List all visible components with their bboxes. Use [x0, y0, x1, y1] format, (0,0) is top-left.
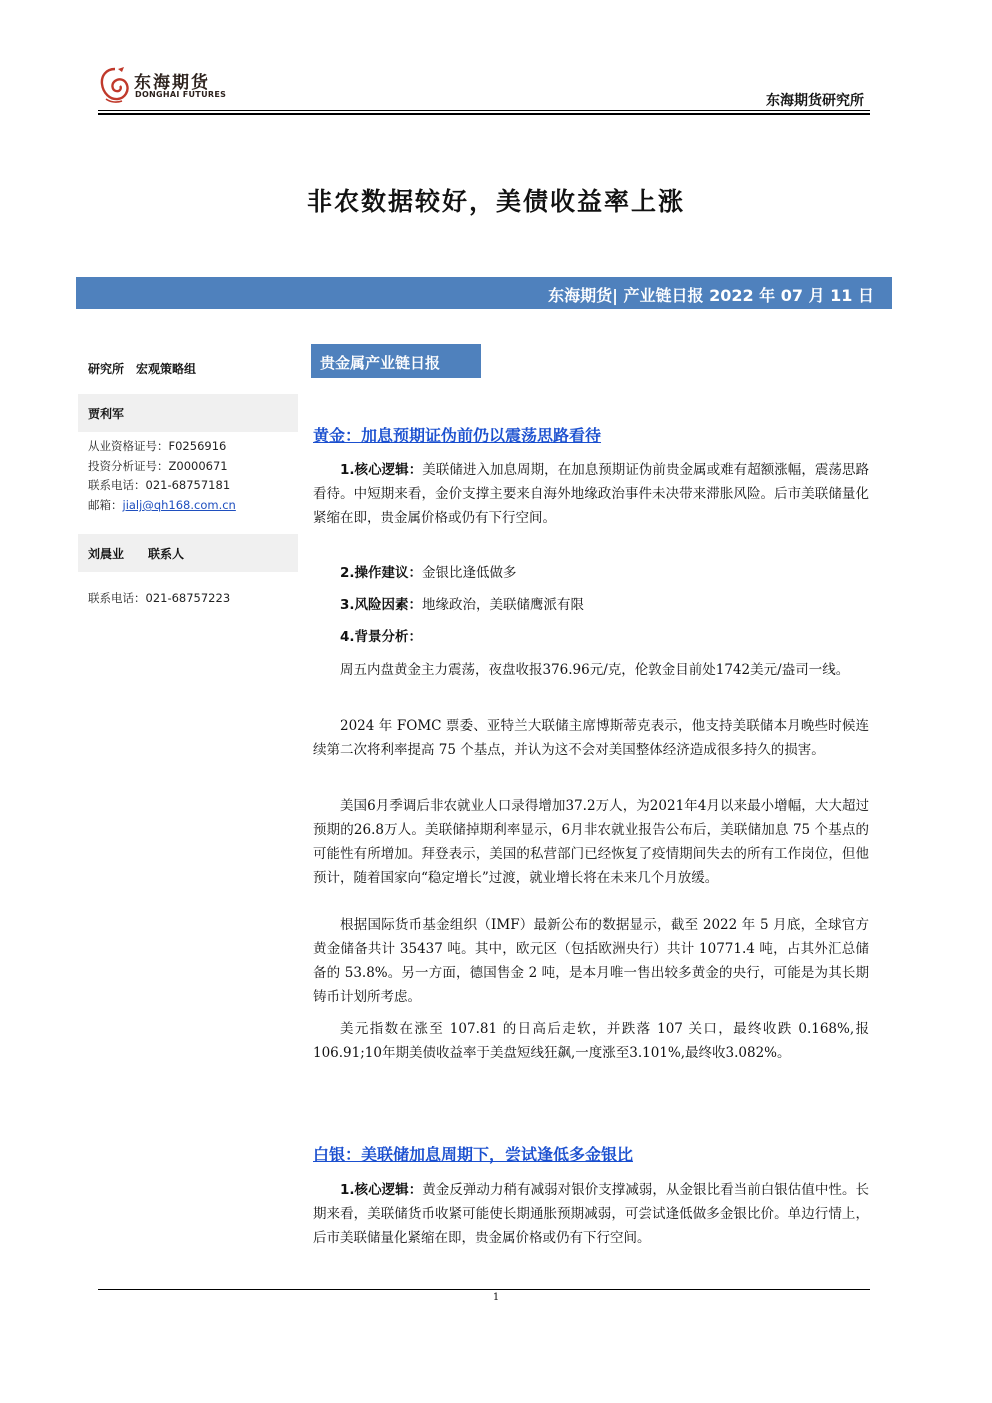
gold-background-heading	[313, 625, 869, 649]
gold-paragraph: 周五内盘黄金主力震荡，夜盘收报376.96元/克，伦敦金目前处1742美元/盎司一线。	[340, 662, 850, 678]
company-logo	[98, 66, 238, 106]
silver-core-label: 1.核心逻辑：	[340, 1182, 423, 1198]
analyst2-name: 刘晨业 联系人	[88, 547, 185, 561]
header-rule	[98, 110, 870, 111]
gold-core-logic	[313, 458, 869, 530]
gold-core-label: 1.核心逻辑：	[340, 462, 423, 478]
header-rule-thick	[98, 113, 870, 115]
banner-text: 东海期货| 产业链日报 2022 年 07 月 11 日	[548, 286, 874, 305]
section-tag-label: 贵金属产业链日报	[320, 354, 441, 372]
footer-rule	[98, 1289, 870, 1290]
silver-core-logic	[313, 1178, 869, 1250]
gold-paragraph: 根据国际货币基金组织（IMF）最新公布的数据显示，截至 2022 年 5 月底，全球官方黄金储备共计 35437 吨。其中，欧元区（包括欧洲央行）共计 10771.4 吨，占其外汇总储备的 53.8%。另一方面，德国售金 2 吨，是本月唯一售出较多黄金的央行，可能是为其长期铸币计划所考虑。	[313, 917, 869, 1005]
sidebar-dept: 研究所 宏观策略组	[88, 362, 197, 376]
page-number: 1	[492, 1292, 500, 1303]
dragon-logo-icon	[98, 66, 132, 104]
gold-risk-label: 3.风险因素：	[340, 597, 423, 613]
gold-operation	[313, 561, 869, 585]
header-org-name: 东海期货研究所	[766, 93, 864, 109]
gold-heading[interactable]: 黄金：加息预期证伪前仍以震荡思路看待	[313, 426, 602, 445]
analyst2-name-bar	[78, 534, 298, 572]
analyst1-name-bar	[78, 394, 298, 432]
silver-heading[interactable]: 白银：美联储加息周期下，尝试逢低多金银比	[313, 1145, 634, 1164]
gold-paragraph: 2024 年 FOMC 票委、亚特兰大联储主席博斯蒂克表示，他支持美联储本月晚些时候连续第二次将利率提高 75 个基点，并认为这不会对美国整体经济造成很多持久的损害。	[313, 718, 869, 758]
report-title: 非农数据较好，美债收益率上涨	[306, 187, 685, 216]
gold-risk	[313, 593, 869, 617]
gold-paragraph: 美元指数在涨至 107.81 的日高后走软，并跌落 107 关口，最终收跌 0.168%,报106.91;10年期美债收益率于美盘短线狂飙,一度涨至3.101%,最终收3.082%。	[313, 1021, 869, 1061]
analyst1-email-link[interactable]: jialj@qh168.com.cn	[122, 498, 236, 512]
gold-paragraph: 美国6月季调后非农就业人口录得增加37.2万人，为2021年4月以来最小增幅，大大超过预期的26.8万人。美联储掉期利率显示，6月非农就业报告公布后，美联储加息 75 个基点的可能性有所增加。拜登表示，美国的私营部门已经恢复了疫情期间失去的所有工作岗位，但他预计，随着国家向“稳定增长”过渡，就业增长将在未来几个月放缓。	[313, 798, 869, 886]
silver-core-text: 黄金反弹动力稍有减弱对银价支撑减弱，从金银比看当前白银估值中性。长期来看，美联储货币收紧可能使长期通胀预期减弱，可尝试逢低做多金银比价。单边行情上，后市美联储量化紧缩在即，贵金属价格或仍有下行空间。	[313, 1182, 870, 1246]
analyst1-investment-cert: 投资分析证号：Z0000671	[88, 459, 228, 473]
gold-bg-label: 4.背景分析：	[340, 629, 423, 645]
gold-core-text: 美联储进入加息周期，在加息预期证伪前贵金属或难有超额涨幅，震荡思路看待。中短期来看，金价支撑主要来自海外地缘政治事件未决带来滞胀风险。后市美联储量化紧缩在即，贵金属价格或仍有下行空间。	[313, 462, 870, 526]
analyst1-qualification: 从业资格证号：F0256916	[88, 439, 227, 453]
analyst1-phone: 联系电话：021-68757181	[88, 478, 231, 492]
logo-english-name: DONGHAI FUTURES	[135, 90, 227, 99]
analyst1-name: 贾利军	[88, 407, 125, 421]
gold-op-label: 2.操作建议：	[340, 565, 423, 581]
gold-risk-text: 地缘政治，美联储鹰派有限	[422, 597, 585, 613]
report-banner	[76, 277, 892, 309]
section-tag	[311, 344, 481, 378]
analyst1-email-row	[88, 497, 236, 513]
gold-op-text: 金银比逢低做多	[422, 565, 517, 581]
logo-chinese-name: 东海期货	[134, 73, 210, 93]
analyst2-phone: 联系电话：021-68757223	[88, 591, 231, 605]
email-label: 邮箱：	[88, 498, 123, 512]
